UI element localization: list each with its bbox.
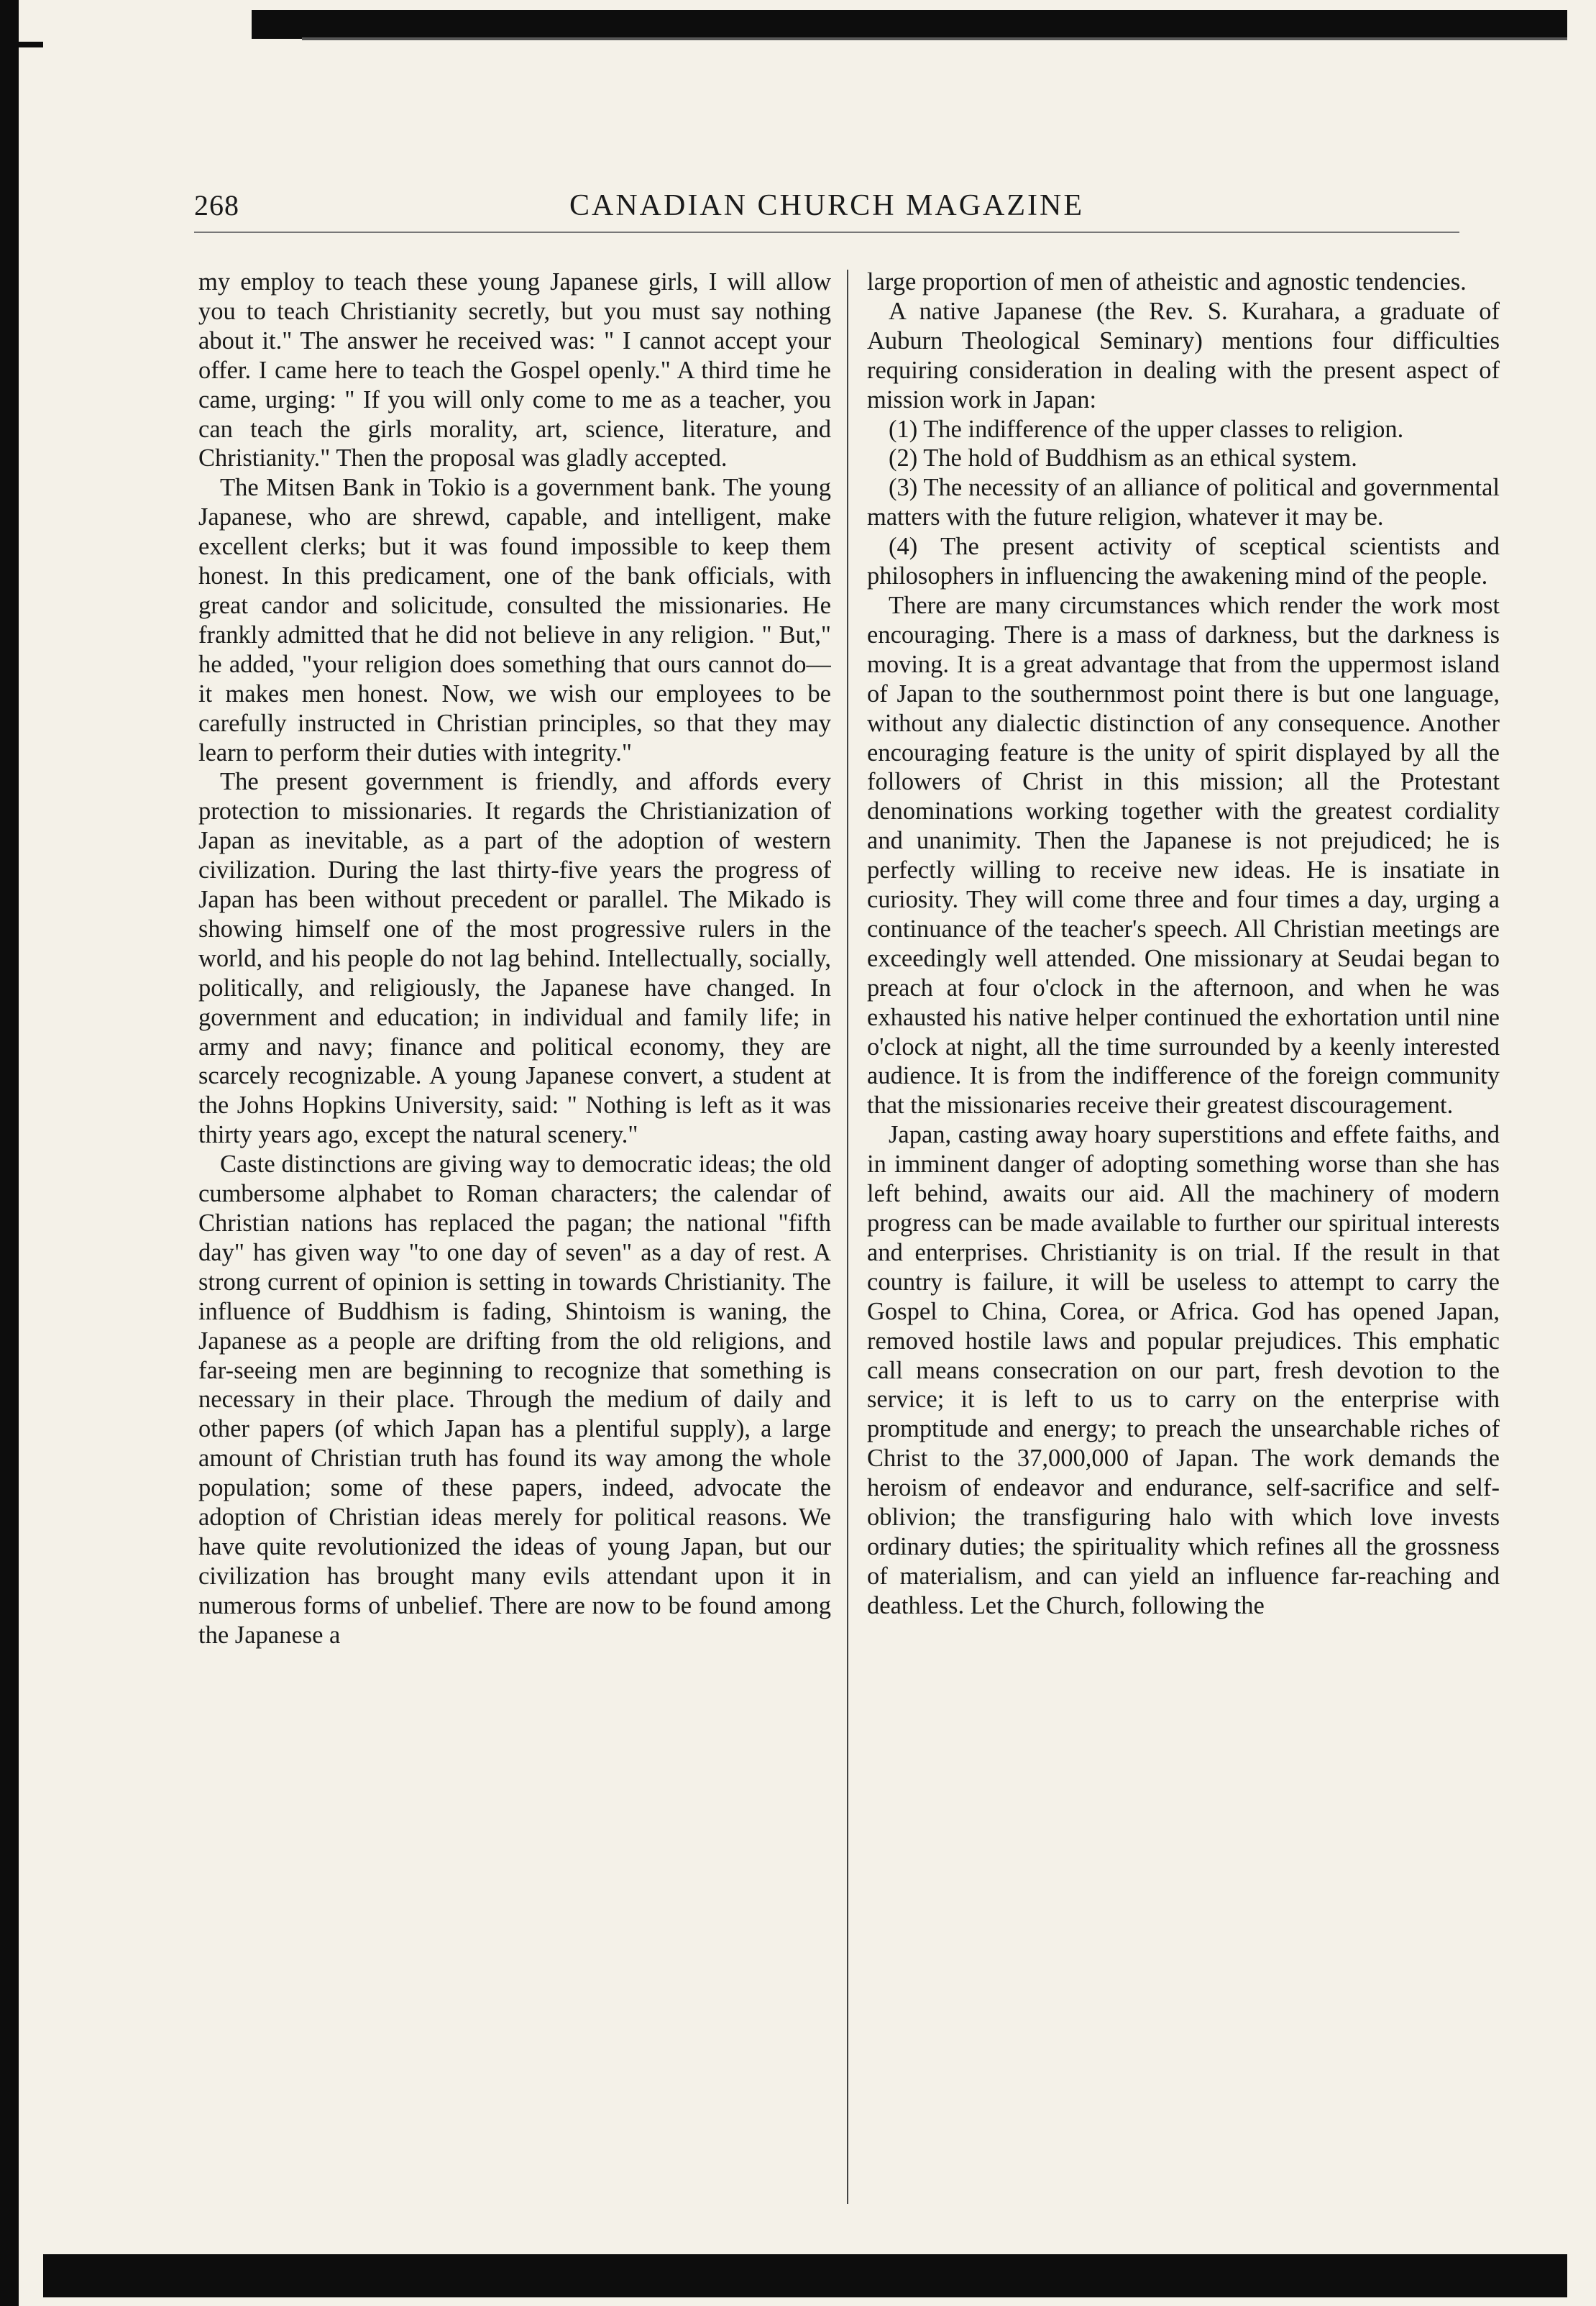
page-header	[194, 188, 1459, 232]
scan-edge-top	[252, 10, 1567, 39]
paragraph: my employ to teach these young Japanese girls, I will allow you to teach Christianity secretly, but you must say nothing about it." The answer he received was: " I cannot accept your offer. I came here to teach the Gospel openly." A third time he came, urging: " If you will only come to me as a teacher, you can teach the girls morality, art, science, literature, and Christianity." Then the proposal was gladly accepted.	[198, 268, 831, 472]
right-text-column	[867, 267, 1500, 2209]
paragraph: A native Japanese (the Rev. S. Kurahara, a graduate of Auburn Theological Seminary) mentions four difficulties requiring consideration in dealing with the present aspect of mission work in Japan:	[867, 297, 1500, 413]
list-item: (4) The present activity of sceptical scientists and philosophers in influencing the awakening mind of the people.	[867, 533, 1500, 590]
running-head: CANADIAN CHURCH MAGAZINE	[569, 189, 1084, 222]
scan-edge-bottom	[43, 2254, 1567, 2297]
paragraph: The present government is friendly, and affords every protection to missionaries. It regards the Christianization of Japan as inevitable, as a part of the adoption of western civilization. During the last thirty-five years the progress of Japan has been without precedent or parallel. The Mikado is showing himself one of the most progressive rulers in the world, and his people do not lag behind. Intellectually, socially, politically, and religiously, the Japanese have changed. In government and education; in individual and family life; in army and navy; finance and political economy, they are scarcely recognizable. A young Japanese convert, a student at the Johns Hopkins University, said: " Nothing is left as it was thirty years ago, except the natural scenery."	[198, 768, 831, 1149]
page-number: 268	[194, 189, 239, 221]
column-divider	[847, 270, 848, 2204]
top-rule-line	[302, 37, 1567, 40]
scan-edge-tick	[19, 42, 43, 47]
paragraph: The Mitsen Bank in Tokio is a government bank. The young Japanese, who are shrewd, capable, and intelligent, make excellent clerks; but it was found impossible to keep them honest. In this predicament, one of the bank officials, with great candor and solicitude, consulted the missionaries. He frankly admitted that he did not believe in any religion. " But," he added, "your religion does something that ours cannot do—it makes men honest. Now, we wish our employees to be carefully instructed in Christian principles, so that they may learn to perform their duties with integrity."	[198, 474, 831, 767]
paragraph: large proportion of men of atheistic and agnostic tendencies.	[867, 268, 1467, 296]
header-divider	[194, 232, 1459, 233]
paragraph: Caste distinctions are giving way to democratic ideas; the old cumbersome alphabet to Roman characters; the calendar of Christian nations has replaced the pagan; the national "fifth day" has given way "to one day of seven" as a day of rest. A strong current of opinion is setting in towards Christianity. The influence of Buddhism is fading, Shintoism is waning, the Japanese as a people are drifting from the old religions, and far-seeing men are beginning to recognize that something is necessary in their place. Through the medium of daily and other papers (of which Japan has a plentiful supply), a large amount of Christian truth has found its way among the whole population; some of these papers, indeed, advocate the adoption of Christian ideas merely for political reasons. We have quite revolutionized the ideas of young Japan, but our civilization has brought many evils attendant upon it in numerous forms of unbelief. There are now to be found among the Japanese a	[198, 1150, 831, 1649]
list-item: (1) The indifference of the upper classes to religion.	[889, 415, 1404, 443]
paragraph: Japan, casting away hoary superstitions and effete faiths, and in imminent danger of adopting something worse than she has left behind, awaits our aid. All the machinery of modern progress can be made available to further our spiritual interests and enterprises. Christianity is on trial. If the result in that country is failure, it will be useless to attempt to carry the Gospel to China, Corea, or Africa. God has opened Japan, removed hostile laws and popular prejudices. This emphatic call means consecration on our part, fresh devotion to the service; it is left to us to carry on the enterprise with promptitude and energy; to preach the unsearchable riches of Christ to the 37,000,000 of Japan. The work demands the heroism of endeavor and endurance, self-sacrifice and self-oblivion; the transfiguring halo with which love invests ordinary duties; the spirituality which refines all the grossness of materialism, and can yield an influence far-reaching and deathless. Let the Church, following the	[867, 1121, 1500, 1619]
paragraph: There are many circumstances which render the work most encouraging. There is a mass of darkness, but the darkness is moving. It is a great advantage that from the uppermost island of Japan to the southernmost point there is but one language, without any dialectic distinction of any consequence. Another encouraging feature is the unity of spirit displayed by all the followers of Christ in this mission; all the Protestant denominations working together with the greatest cordiality and unanimity. Then the Japanese is not prejudiced; he is perfectly willing to receive new ideas. He is insatiate in curiosity. They will come three and four times a day, urging a continuance of the teacher's speech. All Christian meetings are exceedingly well attended. One missionary at Seudai began to preach at four o'clock in the afternoon, and when he was exhausted his native helper continued the exhortation until nine o'clock at night, all the time surrounded by a keenly interested audience. It is from the indifference of the foreign community that the missionaries receive their greatest discouragement.	[867, 591, 1500, 1120]
scan-edge-left	[0, 0, 19, 2306]
list-item: (3) The necessity of an alliance of political and governmental matters with the future religion, whatever it may be.	[867, 474, 1500, 531]
left-text-column	[198, 267, 831, 2209]
list-item: (2) The hold of Buddhism as an ethical system.	[889, 444, 1357, 472]
